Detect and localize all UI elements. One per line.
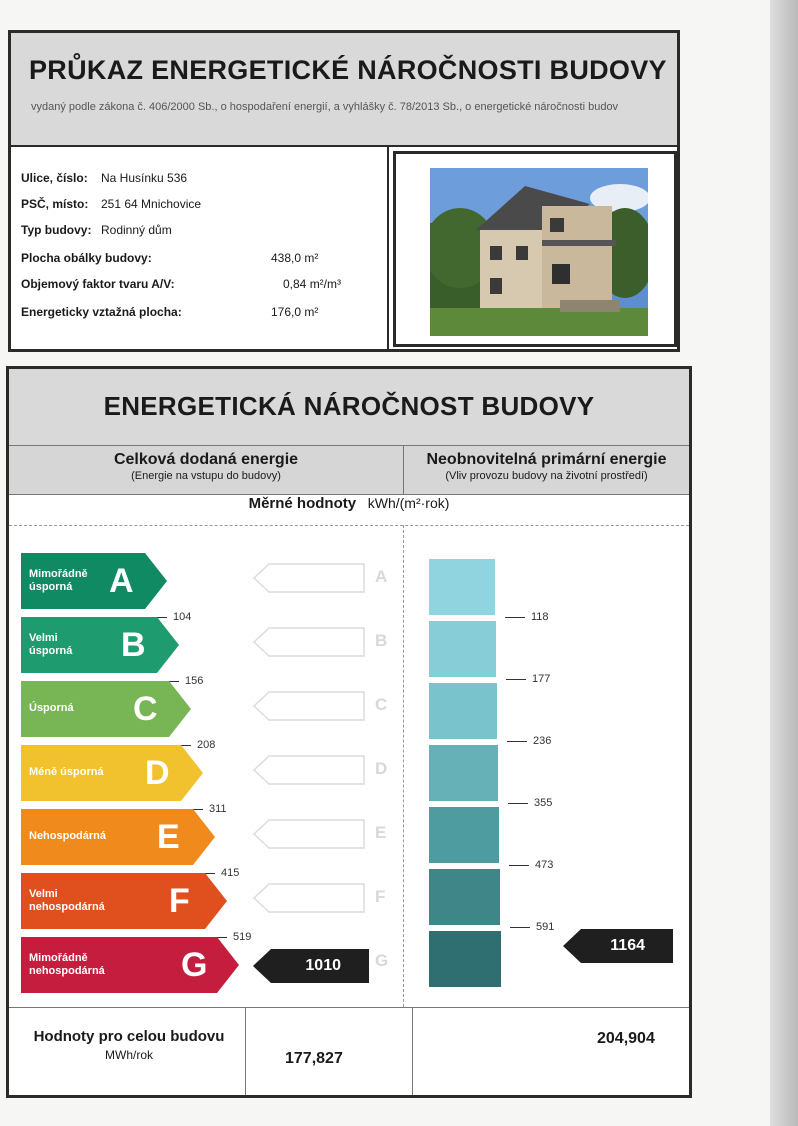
totals-unit: MWh/rok <box>105 1048 153 1062</box>
reference-area-value: 176,0 m² <box>271 305 319 319</box>
class-a-ghost-letter: A <box>375 567 388 586</box>
class-b-letter: B <box>121 626 146 664</box>
primary-threshold-5: 473 <box>509 859 553 871</box>
type-label: Typ budovy: <box>21 223 92 237</box>
primary-threshold-1: 118 <box>505 611 549 623</box>
building-photo <box>430 168 648 336</box>
class-d-threshold: 311 <box>181 803 227 815</box>
street-row <box>21 171 188 185</box>
delivered-energy-heading: Celková dodaná energie <box>113 451 299 468</box>
class-b-threshold: 156 <box>157 675 203 687</box>
street-label: Ulice, číslo: <box>21 171 88 185</box>
class-b-arrow <box>21 617 179 673</box>
class-c-arrow <box>21 681 191 737</box>
class-a-ghost-arrow <box>253 563 365 593</box>
class-a-label: Mimořádně úsporná <box>29 568 88 593</box>
building-info <box>11 145 389 349</box>
certificate-title: PRŮKAZ ENERGETICKÉ NÁROČNOSTI BUDOVY <box>29 55 667 85</box>
class-f-ghost-letter: F <box>375 887 386 906</box>
primary-class-bar-c <box>429 683 497 739</box>
totals-divider-left <box>245 1007 246 1095</box>
class-g-letter: G <box>181 946 208 984</box>
class-f-arrow <box>21 873 227 929</box>
class-e-arrow <box>21 809 215 865</box>
primary-energy-total: 204,904 <box>597 1030 655 1047</box>
class-g-label: Mimořádně nehospodárná <box>29 952 105 977</box>
class-f-label: Velmi nehospodárná <box>29 888 105 913</box>
primary-class-bar-e <box>429 807 499 863</box>
specific-values-unit: kWh/(m²·rok) <box>367 495 450 511</box>
primary-energy-subheading: (Vliv provozu budovy na životní prostředí) <box>445 470 648 482</box>
class-b-label: Velmi úsporná <box>29 632 73 657</box>
class-b-ghost-arrow <box>253 627 365 657</box>
primary-class-bar-f <box>429 869 500 925</box>
class-c-ghost-letter: C <box>375 695 388 714</box>
class-e-threshold: 415 <box>193 867 239 879</box>
primary-class-bar-a <box>429 559 495 615</box>
primary-energy-marker <box>563 929 673 963</box>
primary-threshold-3: 236 <box>507 735 551 747</box>
reference-area-label: Energeticky vztažná plocha: <box>21 305 182 319</box>
primary-energy-header <box>404 445 689 495</box>
class-f-letter: F <box>169 882 190 920</box>
shape-factor-row <box>21 277 342 291</box>
delivered-energy-marker-value: 1010 <box>305 957 341 974</box>
class-f-threshold: 519 <box>205 931 251 943</box>
street-value: Na Husínku 536 <box>101 171 188 185</box>
zip-label: PSČ, místo: <box>21 197 89 211</box>
type-value: Rodinný dům <box>101 223 172 237</box>
class-e-ghost-arrow <box>253 819 365 849</box>
delivered-energy-total: 177,827 <box>285 1050 343 1067</box>
type-row <box>21 223 172 237</box>
primary-threshold-2: 177 <box>506 673 550 685</box>
specific-values-row <box>9 495 689 525</box>
class-g-arrow <box>21 937 239 993</box>
energy-performance-card <box>6 366 692 1098</box>
primary-energy-marker-value: 1164 <box>610 937 645 954</box>
primary-class-bar-g <box>429 931 501 987</box>
class-c-threshold: 208 <box>169 739 215 751</box>
class-b-ghost-letter: B <box>375 631 388 650</box>
specific-values-label: Měrné hodnoty <box>248 495 357 512</box>
class-d-ghost-letter: D <box>375 759 388 778</box>
reference-area-row <box>21 305 319 319</box>
shape-factor-value: 0,84 m²/m³ <box>283 277 342 291</box>
building-info-card <box>8 30 680 352</box>
column-divider <box>403 525 404 1007</box>
envelope-row <box>21 251 319 265</box>
envelope-value: 438,0 m² <box>271 251 319 265</box>
primary-energy-heading: Neobnovitelná primární energie <box>426 451 667 468</box>
delivered-energy-header <box>9 445 404 495</box>
zip-row <box>21 197 202 211</box>
class-e-letter: E <box>157 818 180 856</box>
class-a-arrow <box>21 553 167 609</box>
delivered-energy-subheading: (Energie na vstupu do budovy) <box>131 470 281 482</box>
shape-factor-label: Objemový faktor tvaru A/V: <box>21 277 175 291</box>
totals-divider-right <box>412 1007 413 1095</box>
delivered-energy-marker <box>253 949 369 983</box>
class-d-ghost-arrow <box>253 755 365 785</box>
building-photo-frame <box>393 151 677 347</box>
whole-building-totals <box>9 1007 689 1096</box>
primary-class-bar-b <box>429 621 496 677</box>
class-c-letter: C <box>133 690 158 728</box>
class-e-ghost-letter: E <box>375 823 387 842</box>
energy-header <box>9 369 689 445</box>
divider <box>9 525 689 526</box>
class-a-threshold: 104 <box>145 611 191 623</box>
class-c-ghost-arrow <box>253 691 365 721</box>
class-a-letter: A <box>109 562 134 600</box>
class-g-ghost-letter: G <box>375 951 389 970</box>
class-f-ghost-arrow <box>253 883 365 913</box>
totals-label: Hodnoty pro celou budovu <box>33 1028 225 1045</box>
class-d-letter: D <box>145 754 170 792</box>
primary-threshold-4: 355 <box>508 797 552 809</box>
primary-class-bar-d <box>429 745 498 801</box>
page-edge <box>770 0 798 1126</box>
class-d-label: Méně úsporná <box>29 766 104 778</box>
energy-title: ENERGETICKÁ NÁROČNOST BUDOVY <box>103 391 595 421</box>
class-d-arrow <box>21 745 203 801</box>
primary-threshold-6: 591 <box>510 921 554 933</box>
envelope-label: Plocha obálky budovy: <box>21 251 152 265</box>
class-e-label: Nehospodárná <box>29 830 107 842</box>
certificate-legal-basis: vydaný podle zákona č. 406/2000 Sb., o hospodaření energií, a vyhlášky č. 78/2013 Sb., o energetické náročnosti budov <box>31 101 619 113</box>
certificate-header <box>11 33 677 147</box>
class-c-label: Úsporná <box>29 702 74 714</box>
zip-value: 251 64 Mnichovice <box>101 197 202 211</box>
